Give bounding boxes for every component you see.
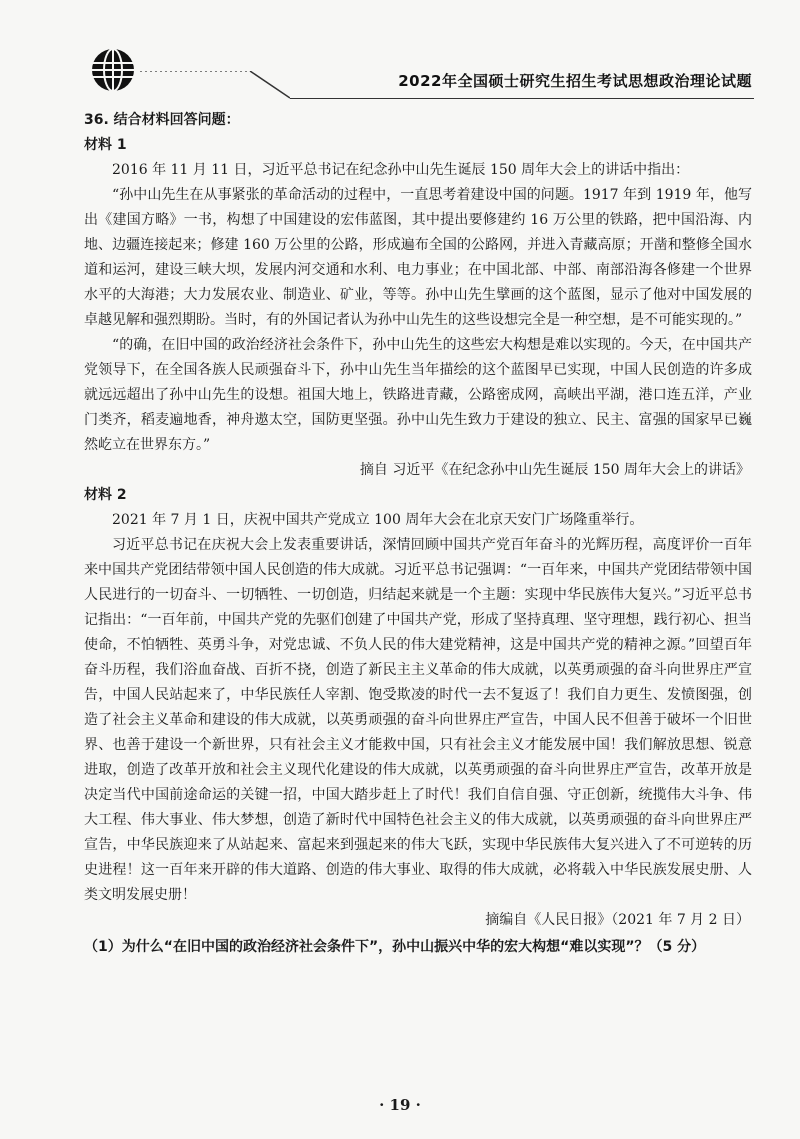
material-2-paragraph: 习近平总书记在庆祝大会上发表重要讲话，深情回顾中国共产党百年奋斗的光辉历程，高度评价一百年来中国共产党团结带领中国人民创造的伟大成就。习近平总书记强调：“一百年来，中国共产党团结带领中国人民进行的一切奋斗、一切牺牲、一切创造，归结起来就是一个主题：实现中华民族伟大复兴。”习近平总书记指出：“一百年前，中国共产党的先驱们创建了中国共产党，形成了坚持真理、坚守理想，践行初心、担当使命，不怕牺牲、英勇斗争，对党忠诚、不负人民的伟大建党精神，这是中国共产党的精神之源。”回望百年奋斗历程，我们浴血奋战、百折不挠，创造了新民主主义革命的伟大成就，以英勇顽强的奋斗向世界庄严宣告，中国人民站起来了，中华民族任人宰割、饱受欺凌的时代一去不复返了！我们自力更生、发愤图强，创造了社会主义革命和建设的伟大成就，以英勇顽强的奋斗向世界庄严宣告，中国人民不但善于破坏一个旧世界、也善于建设一个新世界，只有社会主义才能救中国，只有社会主义才能发展中国！我们解放思想、锐意进取，创造了改革开放和社会主义现代化建设的伟大成就，以英勇顽强的奋斗向世界庄严宣告，改革开放是决定当代中国前途命运的关键一招，中国大踏步赶上了时代！我们自信自强、守正创新，统揽伟大斗争、伟大工程、伟大事业、伟大梦想，创造了新时代中国特色社会主义的伟大成就，以英勇顽强的奋斗向世界庄严宣告，中华民族迎来了从站起来、富起来到强起来的伟大飞跃，实现中华民族伟大复兴进入了不可逆转的历史进程！这一百年来开辟的伟大道路、创造的伟大事业、取得的伟大成就，必将载入中华民族发展史册、人类文明发展史册！ (84, 537, 752, 903)
material-2-paragraph: 2021 年 7 月 1 日，庆祝中国共产党成立 100 周年大会在北京天安门广场隆重举行。 (112, 512, 644, 528)
material-2-title: 材料 2 (84, 487, 127, 503)
material-1-title: 材料 1 (84, 137, 127, 153)
question-body (84, 108, 752, 960)
page-header (0, 0, 800, 110)
page-number: · 19 · (379, 1096, 421, 1114)
material-1-paragraph: “的确，在旧中国的政治经济社会条件下，孙中山先生的这些宏大构想是难以实现的。今天，在中国共产党领导下，在全国各族人民顽强奋斗下，孙中山先生当年描绘的这个蓝图早已实现，中国人民创造的许多成就远远超出了孙中山先生的设想。祖国大地上，铁路进青藏，公路密成网，高峡出平湖，港口连五洋，产业门类齐，稻麦遍地香，神舟遨太空，国防更坚强。孙中山先生致力于建设的独立、民主、富强的国家早已巍然屹立在世界东方。” (84, 337, 752, 453)
exam-title: 2022年全国硕士研究生招生考试思想政治理论试题 (398, 72, 752, 90)
question-heading: 36. 结合材料回答问题： (84, 112, 240, 128)
globe-logo-icon (90, 47, 136, 93)
material-1-source: 摘自 习近平《在纪念孙中山先生诞辰 150 周年大会上的讲话》 (359, 462, 750, 478)
header-dotted-connector (140, 71, 290, 99)
material-2-source: 摘编自《人民日报》（2021 年 7 月 2 日） (485, 912, 750, 928)
material-1-paragraph: 2016 年 11 月 11 日，习近平总书记在纪念孙中山先生诞辰 150 周年大会上的讲话中指出： (112, 162, 690, 178)
sub-question-1: （1）为什么“在旧中国的政治经济社会条件下”，孙中山振兴中华的宏大构想“难以实现”？（5 分） (84, 939, 706, 955)
material-1-paragraph: “孙中山先生在从事紧张的革命活动的过程中，一直思考着建设中国的问题。1917 年到 1919 年，他写出《建国方略》一书，构想了中国建设的宏伟蓝图，其中提出要修建约 16 万公里的铁路，把中国沿海、内地、边疆连接起来；修建 160 万公里的公路，形成遍布全国的公路网，并进入青藏高原；开凿和整修全国水道和运河，建设三峡大坝，发展内河交通和水利、电力事业；在中国北部、中部、南部沿海各修建一个世界水平的大海港；大力发展农业、制造业、矿业，等等。孙中山先生擘画的这个蓝图，显示了他对中国发展的卓越见解和强烈期盼。当时，有的外国记者认为孙中山先生的这些设想完全是一种空想，是不可能实现的。” (84, 187, 752, 328)
header-rule (290, 98, 754, 99)
